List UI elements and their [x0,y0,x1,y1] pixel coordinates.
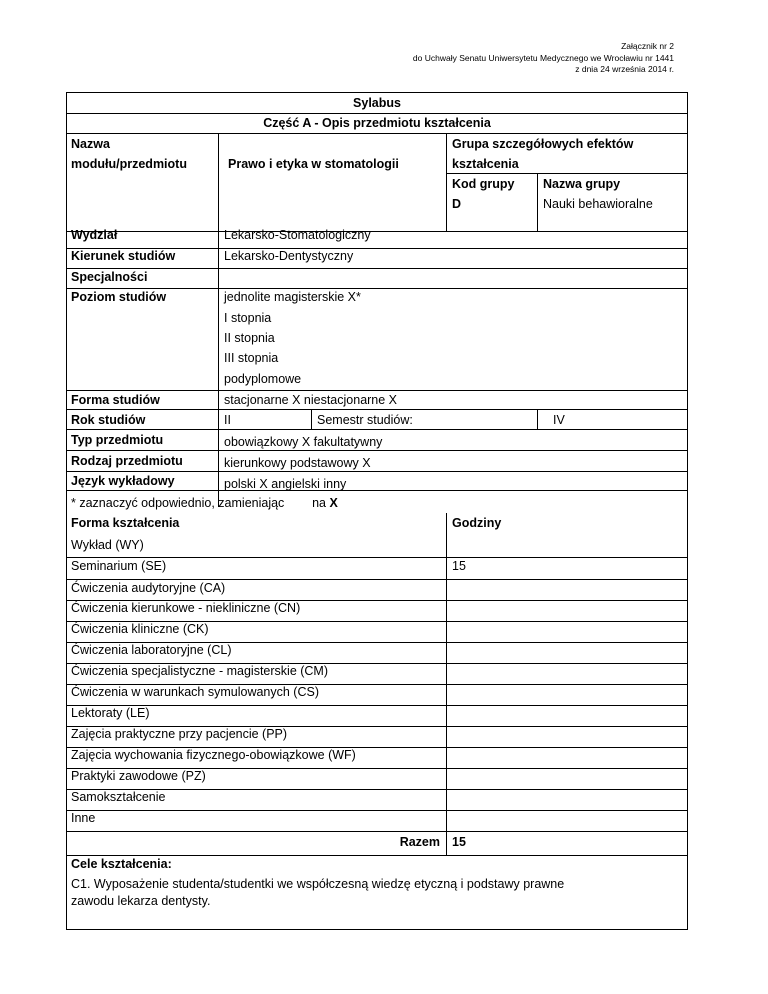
wydzial-label: Wydział [71,228,118,242]
rok-value: II [224,413,231,427]
form-item-1: Wykład (WY) [71,538,144,552]
group-name-value: Nauki behawioralne [543,197,653,211]
forma-value: stacjonarne X niestacjonarne X [224,393,398,407]
goal-c1-line1: C1. Wyposażenie studenta/studentki we współczesną wiedzę etyczną i podstawy prawne [71,877,565,891]
form-item-3: Ćwiczenia audytoryjne (CA) [71,581,226,595]
typ-label: Typ przedmiotu [71,433,164,447]
rodzaj-label: Rodzaj przedmiotu [71,454,183,468]
poziom-option-5: podyplomowe [224,372,302,386]
form-item-12: Praktyki zawodowe (PZ) [71,769,206,783]
note-text: * zaznaczyć odpowiednio, zamieniając na X [71,496,338,510]
form-item-2: Seminarium (SE) [71,559,167,573]
group-label-line2: kształcenia [452,157,519,171]
forms-hours-label: Godziny [452,516,502,530]
group-code-label: Kod grupy [452,177,515,191]
module-name-value: Prawo i etyka w stomatologii [228,157,399,171]
forms-header-label: Forma kształcenia [71,516,180,530]
syllabus-title: Sylabus [353,96,401,110]
specjalnosci-label: Specjalności [71,270,148,284]
module-label: Nazwa [71,137,110,151]
header-line-1: Załącznik nr 2 [621,41,674,51]
typ-value: obowiązkowy X fakultatywny [224,435,383,449]
wydzial-value: Lekarsko-Stomatologiczny [224,228,371,242]
header-line-3: z dnia 24 września 2014 r. [575,64,674,74]
form-item-7: Ćwiczenia specjalistyczne - magisterskie (CM) [71,664,329,678]
form-item-5: Ćwiczenia kliniczne (CK) [71,622,209,636]
rodzaj-value: kierunkowy podstawowy X [224,456,371,470]
goals-label: Cele kształcenia: [71,857,172,871]
poziom-label: Poziom studiów [71,290,167,304]
header-line-2: do Uchwały Senatu Uniwersytetu Medycznego we Wrocławiu nr 1441 [412,52,674,63]
form-item-11: Zajęcia wychowania fizycznego-obowiązkowe (WF) [71,748,356,762]
total-label: Razem [399,835,440,849]
form-item-14: Inne [71,811,96,825]
poziom-option-3: II stopnia [224,331,275,345]
document-header [413,41,674,76]
group-name-label: Nazwa grupy [543,177,621,191]
semestr-value: IV [553,413,565,427]
form-item-13: Samokształcenie [71,790,166,804]
kierunek-value: Lekarsko-Dentystyczny [224,249,354,263]
group-code-value: D [452,197,462,211]
poziom-option-4: III stopnia [224,351,279,365]
form-item-10: Zajęcia praktyczne przy pacjencie (PP) [71,727,288,741]
form-item-2-hours: 15 [452,559,466,573]
jezyk-value: polski X angielski inny [224,477,347,491]
forma-label: Forma studiów [71,393,160,407]
poziom-option-2: I stopnia [224,311,272,325]
form-item-4: Ćwiczenia kierunkowe - niekliniczne (CN) [71,601,301,615]
semestr-label: Semestr studiów: [317,413,413,427]
poziom-option-1: jednolite magisterskie X* [224,290,361,304]
total-value: 15 [452,835,466,849]
jezyk-label: Język wykładowy [71,474,175,488]
syllabus-table [66,92,688,930]
syllabus-subtitle: Część A - Opis przedmiotu kształcenia [263,116,491,130]
kierunek-label: Kierunek studiów [71,249,176,263]
form-item-9: Lektoraty (LE) [71,706,150,720]
form-item-8: Ćwiczenia w warunkach symulowanych (CS) [71,685,319,699]
module-label-line2: modułu/przedmiotu [71,157,187,171]
goal-c1-line2: zawodu lekarza dentysty. [71,894,211,908]
rok-label: Rok studiów [71,413,146,427]
group-label-line1: Grupa szczegółowych efektów [452,137,634,151]
form-item-6: Ćwiczenia laboratoryjne (CL) [71,643,232,657]
